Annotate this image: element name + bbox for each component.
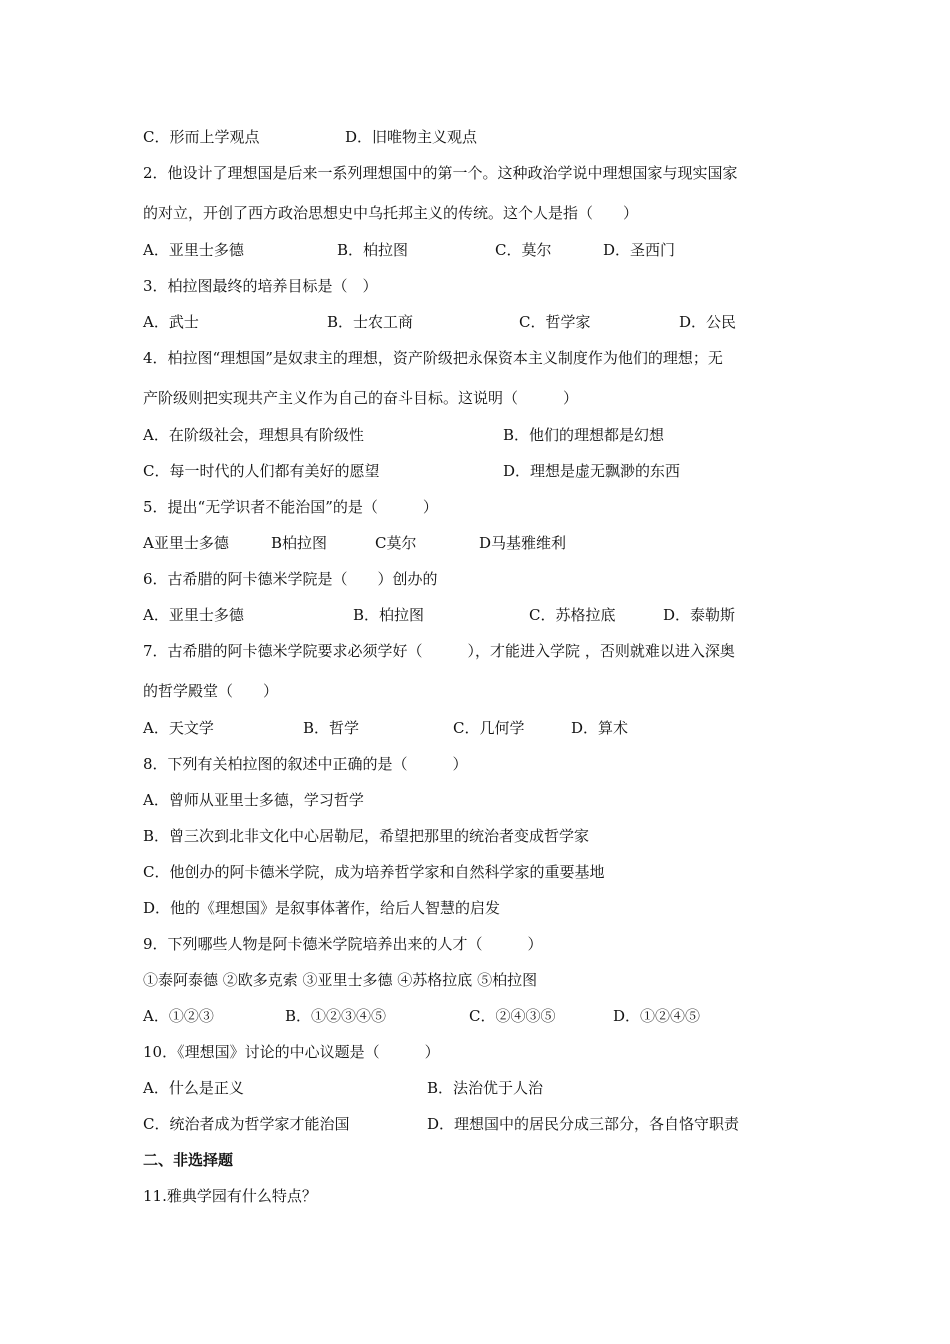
q6-option-c: C．苏格拉底 <box>529 606 616 624</box>
q4-option-d: D．理想是虚无飘渺的东西 <box>503 462 681 480</box>
q5-stem: 5．提出“无学识者不能治国”的是（ ） <box>143 498 438 516</box>
q5-option-d: D马基雅维利 <box>479 534 567 552</box>
q3-option-b: B．士农工商 <box>327 313 414 331</box>
q8-option-d: D．他的《理想国》是叙事体著作，给后人智慧的启发 <box>143 899 501 917</box>
q9-items: ①泰阿泰德 ②欧多克索 ③亚里士多德 ④苏格拉底 ⑤柏拉图 <box>143 971 538 989</box>
q6-option-a: A．亚里士多德 <box>143 606 244 624</box>
q7-option-b: B．哲学 <box>303 719 360 737</box>
q5-option-c: C莫尔 <box>375 534 417 552</box>
q3-option-d: D．公民 <box>679 313 737 331</box>
q5-option-b: B柏拉图 <box>271 534 328 552</box>
q9-option-a: A．①②③ <box>143 1007 214 1025</box>
q2-option-d: D．圣西门 <box>603 241 676 259</box>
section-heading: 二、非选择题 <box>143 1151 234 1169</box>
q10-option-a: A．什么是正义 <box>143 1079 244 1097</box>
q2-option-b: B．柏拉图 <box>337 241 409 259</box>
q11-stem: 11.雅典学园有什么特点？ <box>143 1187 317 1205</box>
q7-stem-line1: 7．古希腊的阿卡德米学院要求必须学好（ ），才能进入学院 ，否则就难以进入深奥 <box>143 642 735 660</box>
q9-option-b: B．①②③④⑤ <box>285 1007 387 1025</box>
q10-option-d: D．理想国中的居民分成三部分，各自恪守职责 <box>427 1115 740 1133</box>
q10-option-b: B．法治优于人治 <box>427 1079 544 1097</box>
q4-option-c: C．每一时代的人们都有美好的愿望 <box>143 462 380 480</box>
q4-stem-line2: 产阶级则把实现共产主义作为自己的奋斗目标。这说明（ ） <box>143 389 579 407</box>
q6-option-b: B．柏拉图 <box>353 606 425 624</box>
q7-stem-line2: 的哲学殿堂（ ） <box>143 682 279 700</box>
q9-option-c: C．②④③⑤ <box>469 1007 556 1025</box>
q2-option-c: C．莫尔 <box>495 241 552 259</box>
q8-option-c: C．他创办的阿卡德米学院，成为培养哲学家和自然科学家的重要基地 <box>143 863 605 881</box>
q6-option-d: D．泰勒斯 <box>663 606 736 624</box>
q8-option-b: B．曾三次到北非文化中心居勒尼，希望把那里的统治者变成哲学家 <box>143 827 590 845</box>
q2-stem-line1: 2．他设计了理想国是后来一系列理想国中的第一个。这种政治学说中理想国家与现实国家 <box>143 164 738 182</box>
q1-option-d: D．旧唯物主义观点 <box>345 128 478 146</box>
q2-stem-line2: 的对立，开创了西方政治思想史中乌托邦主义的传统。这个人是指（ ） <box>143 204 639 222</box>
q3-option-a: A．武士 <box>143 313 199 331</box>
q7-option-d: D．算术 <box>571 719 629 737</box>
q4-option-a: A．在阶级社会，理想具有阶级性 <box>143 426 364 444</box>
q4-stem-line1: 4．柏拉图“理想国”是奴隶主的理想，资产阶级把永保资本主义制度作为他们的理想；无 <box>143 349 723 367</box>
q8-option-a: A．曾师从亚里士多德，学习哲学 <box>143 791 364 809</box>
q8-stem: 8．下列有关柏拉图的叙述中正确的是（ ） <box>143 755 468 773</box>
q10-stem: 10．《理想国》讨论的中心议题是（ ） <box>143 1043 440 1061</box>
q5-option-a: A亚里士多德 <box>143 534 229 552</box>
q9-stem: 9．下列哪些人物是阿卡德米学院培养出来的人才（ ） <box>143 935 543 953</box>
q10-option-c: C．统治者成为哲学家才能治国 <box>143 1115 350 1133</box>
q2-option-a: A．亚里士多德 <box>143 241 244 259</box>
q3-option-c: C．哲学家 <box>519 313 591 331</box>
q1-option-c: C．形而上学观点 <box>143 128 260 146</box>
q4-option-b: B．他们的理想都是幻想 <box>503 426 665 444</box>
q7-option-a: A．天文学 <box>143 719 214 737</box>
q9-option-d: D．①②④⑤ <box>613 1007 701 1025</box>
q6-stem: 6．古希腊的阿卡德米学院是（ ）创办的 <box>143 570 438 588</box>
q7-option-c: C．几何学 <box>453 719 525 737</box>
q3-stem: 3．柏拉图最终的培养目标是（ ） <box>143 277 378 295</box>
